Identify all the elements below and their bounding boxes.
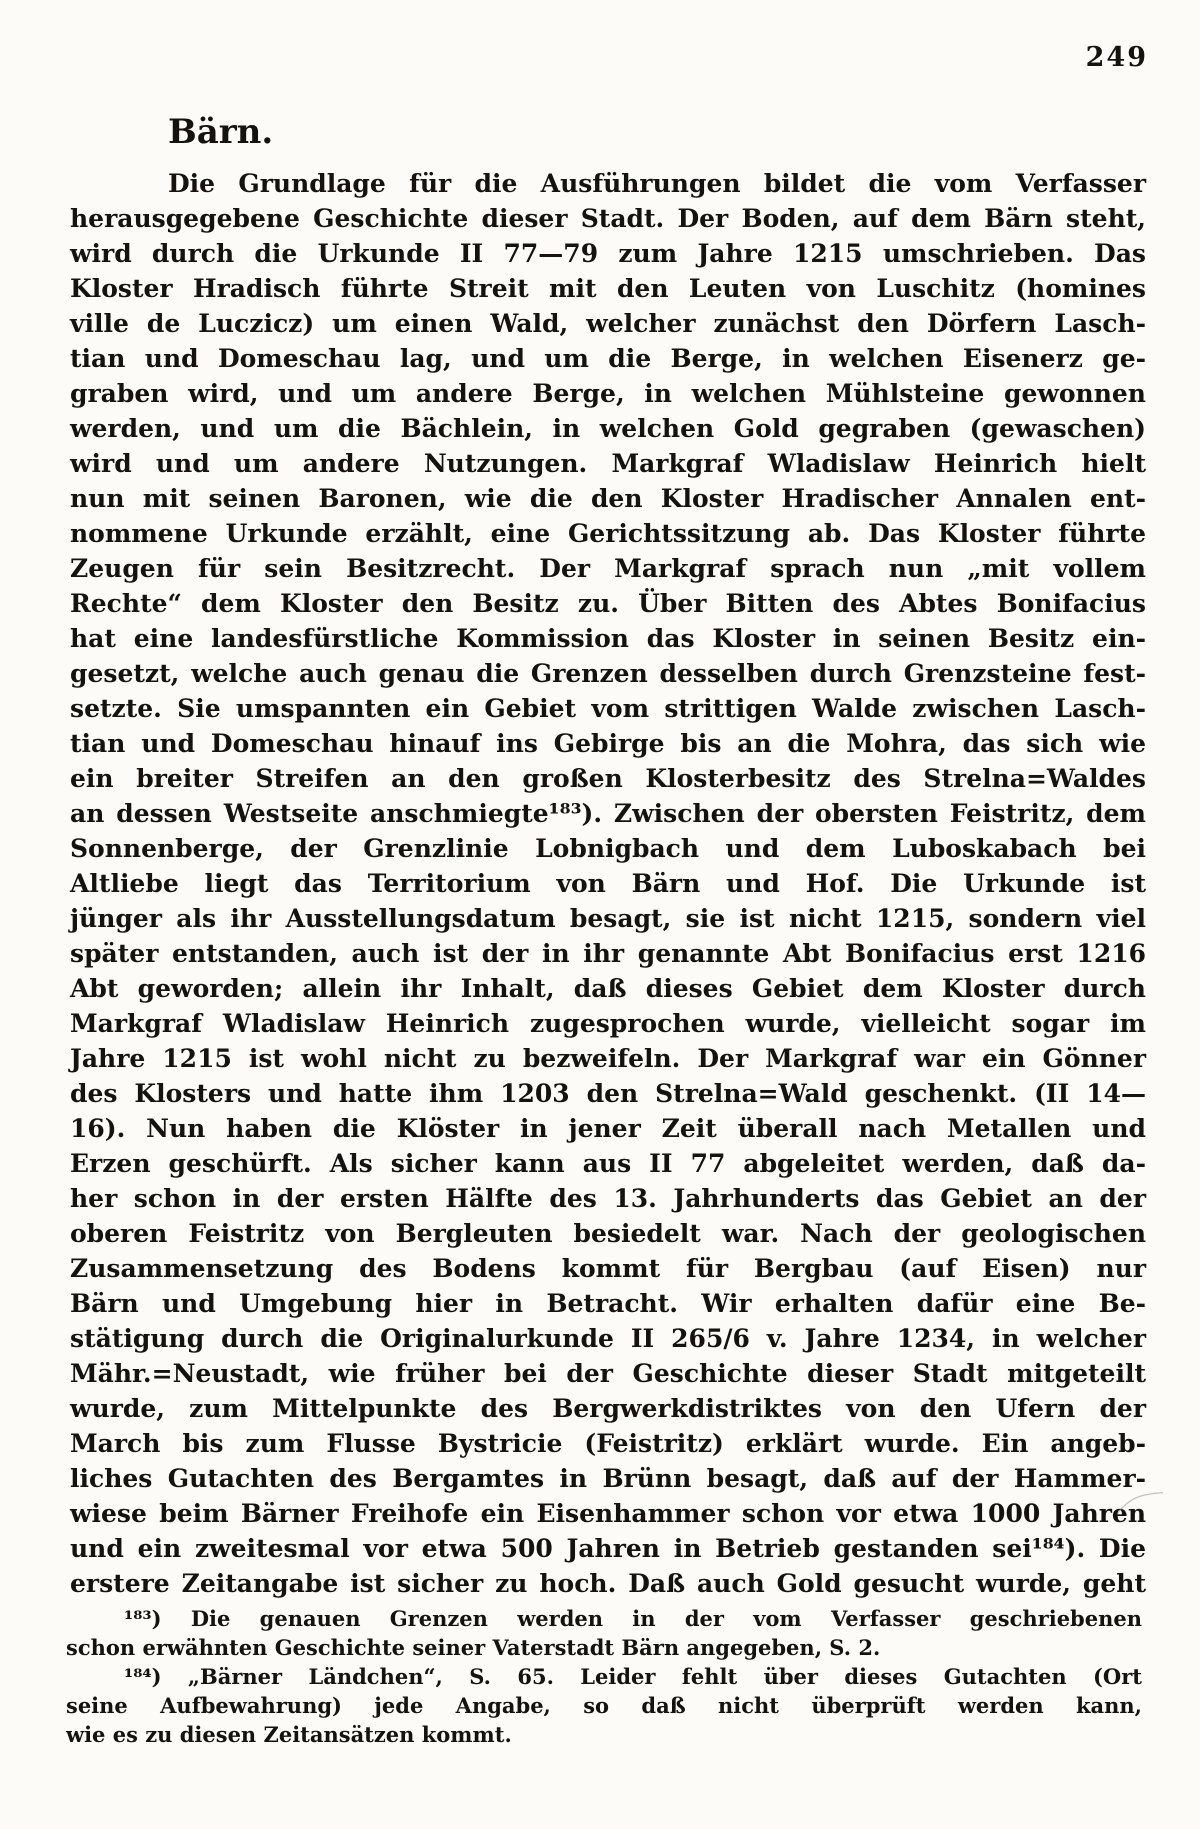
footnote-line: wie es zu diesen Zeitansätzen kommt.: [66, 1722, 512, 1747]
body-text-line: jünger als ihr Ausstellungsdatum besagt, sie ist nicht 1215, sondern viel: [70, 904, 1146, 933]
body-text-line: und ein zweitesmal vor etwa 500 Jahren in Betrieb gestanden sei¹⁸⁴). Die: [70, 1534, 1146, 1563]
body-text-line: stätigung durch die Originalurkunde II 265/6 v. Jahre 1234, in welcher: [70, 1324, 1146, 1353]
body-text-line: hat eine landesfürstliche Kommission das Kloster in seinen Besitz ein-: [70, 624, 1146, 653]
body-text-line: wurde, zum Mittelpunkte des Bergwerkdistriktes von den Ufern der: [70, 1394, 1146, 1423]
footnote: [66, 1662, 1142, 1749]
body-text-line: Altliebe liegt das Territorium von Bärn und Hof. Die Urkunde ist: [70, 869, 1146, 898]
body-text-line: graben wird, und um andere Berge, in welchen Mühlsteine gewonnen: [70, 379, 1146, 408]
body-text-line: gesetzt, welche auch genau die Grenzen desselben durch Grenzsteine fest-: [70, 659, 1146, 688]
body-text-line: Mähr.=Neustadt, wie früher bei der Geschichte dieser Stadt mitgeteilt: [70, 1359, 1146, 1388]
body-text-line: wiese beim Bärner Freihofe ein Eisenhammer schon vor etwa 1000 Jahren: [70, 1499, 1146, 1528]
footnotes: [66, 1604, 1142, 1749]
body-text-line: her schon in der ersten Hälfte des 13. Jahrhunderts das Gebiet an der: [70, 1184, 1146, 1213]
body-text-line: Bärn und Umgebung hier in Betracht. Wir erhalten dafür eine Be-: [70, 1289, 1146, 1318]
body-text-line: wird und um andere Nutzungen. Markgraf Wladislaw Heinrich hielt: [70, 449, 1146, 478]
body-text-line: Kloster Hradisch führte Streit mit den Leuten von Luschitz (homines: [70, 274, 1146, 303]
body-text-line: werden, und um die Bächlein, in welchen Gold gegraben (gewaschen): [70, 414, 1146, 443]
body-text-line: nun mit seinen Baronen, wie die den Kloster Hradischer Annalen ent-: [70, 484, 1146, 513]
body-text-line: Sonnenberge, der Grenzlinie Lobnigbach und dem Luboskabach bei: [70, 834, 1146, 863]
body-text-line: ville de Luczicz) um einen Wald, welcher zunächst den Dörfern Lasch-: [70, 309, 1146, 338]
body-text-line: erstere Zeitangabe ist sicher zu hoch. Daß auch Gold gesucht wurde, geht: [70, 1569, 1146, 1598]
footnote-line: ¹⁸⁴) „Bärner Ländchen“, S. 65. Leider fehlt über dieses Gutachten (Ort: [124, 1664, 1142, 1689]
body-text-line: tian und Domeschau hinauf ins Gebirge bis an die Mohra, das sich wie: [70, 729, 1146, 758]
footnote-line: ¹⁸³) Die genauen Grenzen werden in der vom Verfasser geschriebenen: [124, 1606, 1142, 1631]
body-text-line: Jahre 1215 ist wohl nicht zu bezweifeln. Der Markgraf war ein Gönner: [70, 1044, 1146, 1073]
body-text-line: des Klosters und hatte ihm 1203 den Strelna=Wald geschenkt. (II 14—: [70, 1079, 1146, 1108]
body-text-line: setzte. Sie umspannten ein Gebiet vom strittigen Walde zwischen Lasch-: [70, 694, 1146, 723]
body-text-line: March bis zum Flusse Bystricie (Feistritz) erklärt wurde. Ein angeb-: [70, 1429, 1146, 1458]
section-heading: Bärn.: [168, 112, 274, 152]
body-text-line: ein breiter Streifen an den großen Klosterbesitz des Strelna=Waldes: [70, 764, 1146, 793]
body-text-line: wird durch die Urkunde II 77—79 zum Jahre 1215 umschrieben. Das: [70, 239, 1146, 268]
footnote-line: schon erwähnten Geschichte seiner Vaterstadt Bärn angegeben, S. 2.: [66, 1635, 881, 1660]
body-text-line: liches Gutachten des Bergamtes in Brünn besagt, daß auf der Hammer-: [70, 1464, 1146, 1493]
body-text: [70, 166, 1146, 1601]
body-text-line: tian und Domeschau lag, und um die Berge, in welchen Eisenerz ge-: [70, 344, 1146, 373]
body-text-line: später entstanden, auch ist der in ihr genannte Abt Bonifacius erst 1216: [70, 939, 1146, 968]
body-text-line: Die Grundlage für die Ausführungen bildet die vom Verfasser: [168, 169, 1146, 198]
body-text-line: herausgegebene Geschichte dieser Stadt. Der Boden, auf dem Bärn steht,: [70, 204, 1146, 233]
footnote: [66, 1604, 1142, 1662]
body-text-line: Abt geworden; allein ihr Inhalt, daß dieses Gebiet dem Kloster durch: [70, 974, 1146, 1003]
body-text-line: Markgraf Wladislaw Heinrich zugesprochen wurde, vielleicht sogar im: [70, 1009, 1146, 1038]
body-text-line: Zusammensetzung des Bodens kommt für Bergbau (auf Eisen) nur: [70, 1254, 1146, 1283]
body-text-line: Zeugen für sein Besitzrecht. Der Markgraf sprach nun „mit vollem: [70, 554, 1146, 583]
body-text-line: nommene Urkunde erzählt, eine Gerichtssitzung ab. Das Kloster führte: [70, 519, 1146, 548]
page-number: 249: [1085, 42, 1148, 73]
footnote-line: seine Aufbewahrung) jede Angabe, so daß nicht überprüft werden kann,: [66, 1693, 1142, 1718]
body-text-line: Erzen geschürft. Als sicher kann aus II 77 abgeleitet werden, daß da-: [70, 1149, 1146, 1178]
body-text-line: an dessen Westseite anschmiegte¹⁸³). Zwischen der obersten Feistritz, dem: [70, 799, 1146, 828]
body-text-line: 16). Nun haben die Klöster in jener Zeit überall nach Metallen und: [70, 1114, 1146, 1143]
scan-artifact-mark: [1115, 1480, 1165, 1520]
body-text-line: Rechte“ dem Kloster den Besitz zu. Über Bitten des Abtes Bonifacius: [70, 589, 1146, 618]
body-text-line: oberen Feistritz von Bergleuten besiedelt war. Nach der geologischen: [70, 1219, 1146, 1248]
